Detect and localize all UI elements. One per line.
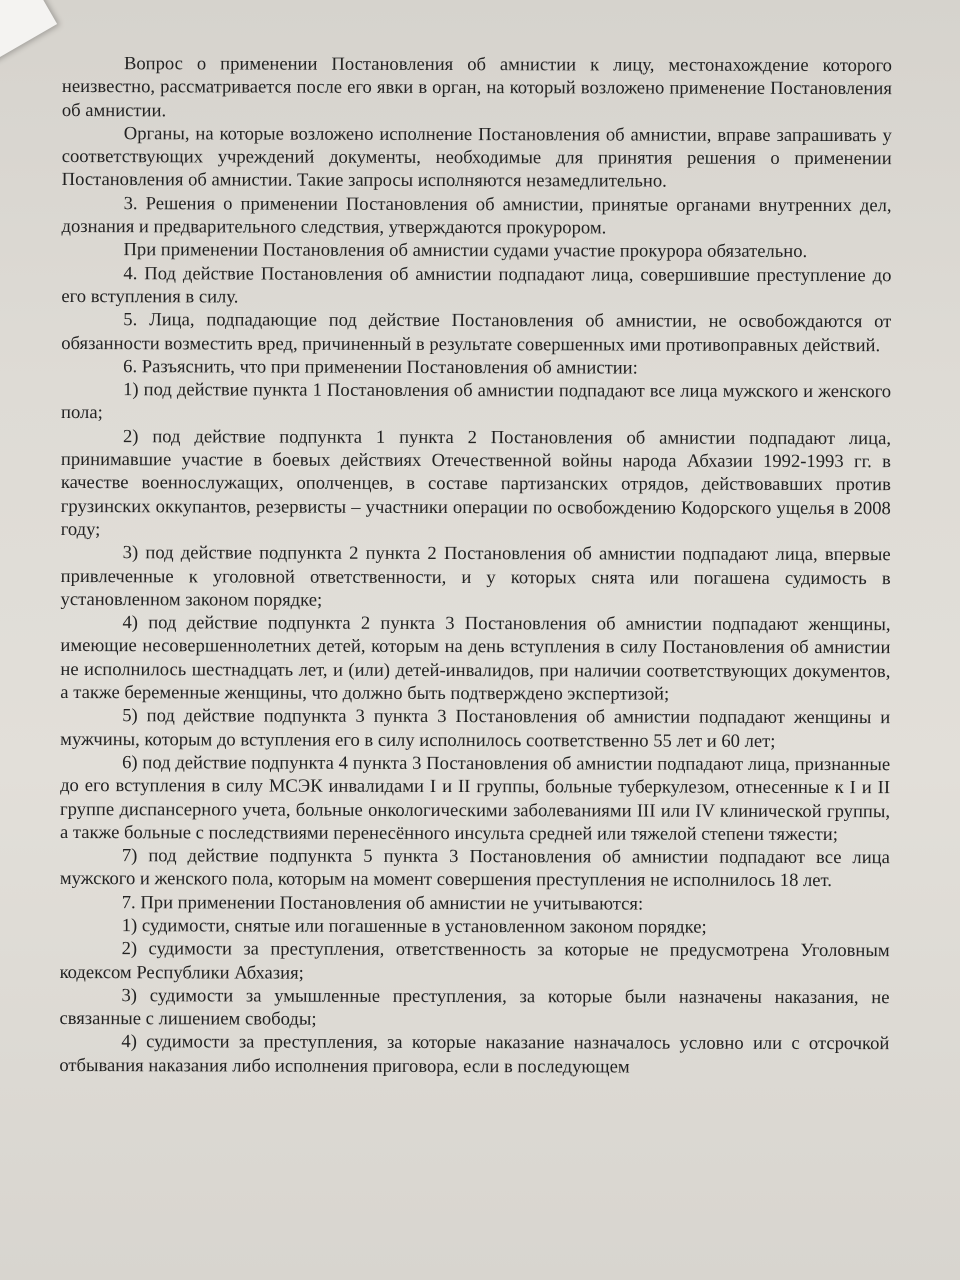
paragraph: 1) судимости, снятые или погашенные в установленном законом порядке; (121, 915, 707, 938)
paragraph: 6. Разъяснить, что при применении Постановления об амнистии: (123, 356, 638, 379)
paragraph: 7. При применении Постановления об амнистии не учитываются: (121, 891, 644, 915)
paragraph: 7) под действие подпункта 5 пункта 3 Постановления об амнистии подпадают все лица мужского и женского пола, которым на момент совершения преступления не исполнилось 18 лет. (59, 845, 890, 892)
paragraph: 4) под действие подпункта 2 пункта 3 Постановления об амнистии подпадают женщины, имеющие несовершеннолетних детей, которым на день вступления в силу Постановления об амнистии не исполнилось шестнадцать лет, и (или) детей-инвалидов, при наличии соответствующих документов, а также беременные женщины, что должно быть подтверждено экспертизой; (60, 612, 891, 705)
paragraph: 6) под действие подпункта 4 пункта 3 Постановления об амнистии подпадают лица, признанные до его вступления в силу МСЭК инвалидами I и II группы, больные туберкулезом, отнесенные к I и II группе диспансерного учета, больные онкологическими заболеваниями III или IV клинической группы, а также больные с последствиями перенесённого инсульта средней или тяжелой степени тяжести; (59, 752, 891, 845)
paragraph: 4. Под действие Постановления об амнистии подпадают лица, совершившие преступление до его вступления в силу. (61, 262, 892, 308)
paragraph: 2) под действие подпункта 1 пункта 2 Постановления об амнистии подпадают лица, принимавшие участие в боевых действиях Отечественной войны народа Абхазии 1992-1993 гг. в качестве военнослужащих, ополченцев, в составе партизанских отрядов, действовавших против грузинских оккупантов, резервисты – участники операции по освобождению Кодорского ущелья в 2008 году; (60, 425, 892, 541)
paragraph: Органы, на которые возложено исполнение Постановления об амнистии, вправе запрашивать у соответствующих учреждений документы, необходимые для принятия решения о применении Постановления об амнистии. Такие запросы исполняются незамедлительно. (61, 123, 892, 193)
paragraph: 2) судимости за преступления, ответственность за которые не предусмотрена Уголовным кодексом Республики Абхазия; (59, 938, 890, 984)
paragraph: 5. Лица, подпадающие под действие Постановления об амнистии, не освобождаются от обязанности возместить вред, причиненный в результате совершенных ими противоправных действий. (61, 309, 892, 356)
paragraph: 3. Решения о применении Постановления об амнистии, принятые органами внутренних дел, дознания и предварительного следствия, утверждаются прокурором. (61, 192, 892, 239)
page-corner-fold (0, 0, 57, 64)
paragraph: 5) под действие подпункта 3 пункта 3 Постановления об амнистии подпадают женщины и мужчины, которым до вступления его в силу исполнилось соответственно 55 лет и 60 лет; (60, 705, 891, 752)
paragraph: При применении Постановления об амнистии судами участие прокурора обязательно. (123, 239, 808, 263)
paragraph: 1) под действие пункта 1 Постановления об амнистии подпадают все лица мужского и женского пола; (61, 379, 892, 424)
paragraph: Вопрос о применении Постановления об амнистии к лицу, местонахождение которого неизвестно, рассматривается после его явки в орган, на который возложено применение Постановления об амнистии. (61, 53, 892, 121)
paragraph: 3) судимости за умышленные преступления, за которые были назначены наказания, не связанные с лишением свободы; (59, 985, 890, 1030)
paragraph: 3) под действие подпункта 2 пункта 2 Постановления об амнистии подпадают лица, впервые привлеченные к уголовной ответственности, и у которых снята или погашена судимость в установленном законом порядке; (60, 542, 891, 611)
paragraph: 4) судимости за преступления, за которые наказание назначалось условно или с отсрочкой отбывания наказания либо исполнения приговора, если в последующем (59, 1031, 890, 1078)
document-page (59, 52, 892, 1079)
